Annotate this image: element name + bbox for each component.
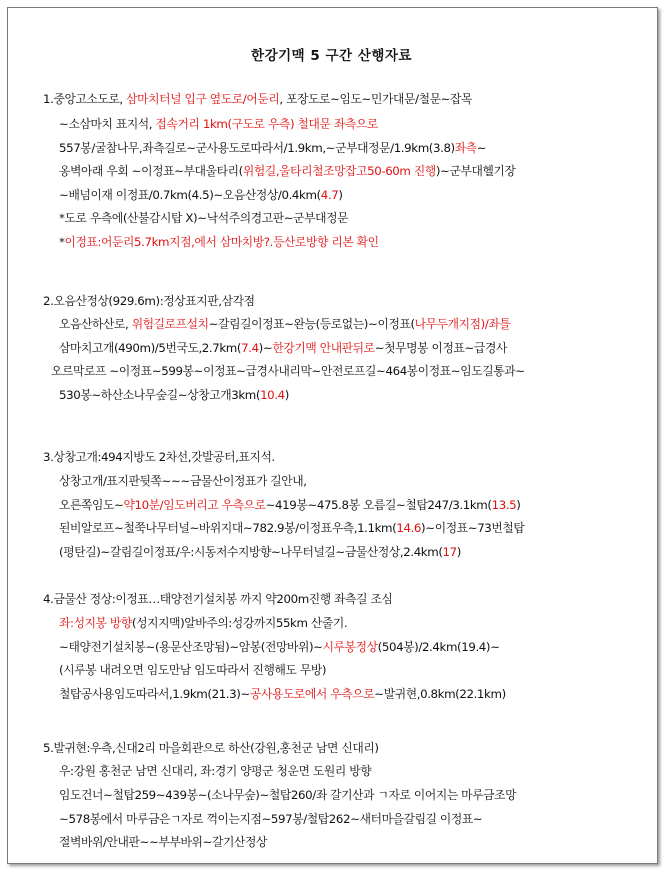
highlight-text: 접속거리 1km(구도로 우측) 철대문 좌측으로: [155, 117, 378, 131]
text-line: [59, 544, 461, 560]
text-line: [59, 811, 482, 827]
text-segment: (504봉)/2.4km(19.4)~: [377, 640, 500, 654]
text-line: [59, 662, 326, 678]
text-segment: ~갈림길이정표~완능(등로없는)~이정표(: [208, 317, 415, 331]
text-segment: ): [456, 545, 461, 559]
highlight-text: 13.5: [491, 498, 517, 512]
highlight-text: 공사용도로에서 우측으로: [249, 687, 375, 701]
highlight-text: 약10분/임도버리고 우측으로: [123, 498, 266, 512]
text-line: [59, 387, 289, 403]
highlight-text: 시루봉정상: [322, 640, 378, 654]
text-line: [59, 187, 343, 203]
text-segment: ~소삼마치 표지석,: [59, 117, 156, 131]
text-line: [59, 834, 267, 850]
text-segment: ~태양전기설치봉~(용문산조망됨)~암봉(전망바위)~: [59, 640, 323, 654]
text-line: [59, 520, 524, 536]
text-segment: ~419봉~475.8봉 오름길~철탑247/3.1km(: [265, 498, 492, 512]
text-line: [59, 210, 348, 226]
text-segment: 오음산하산로,: [59, 317, 132, 331]
text-line: [59, 234, 379, 250]
text-line: [59, 497, 520, 513]
highlight-text: 좌:성지봉 방향: [59, 616, 132, 630]
highlight-text: 나무두개지점)/좌틀: [414, 317, 511, 331]
text-line: [59, 473, 307, 489]
text-line: [59, 140, 486, 156]
highlight-text: 17: [442, 545, 457, 559]
highlight-text: 7.4: [241, 341, 259, 355]
text-line: [59, 639, 500, 655]
text-line: [59, 163, 516, 179]
document: [7, 7, 656, 862]
highlight-text: 위험길,울타리철조망잡고50-60m 진행: [242, 164, 436, 178]
page-title: 한강기맥 5 구간 산행자료: [251, 48, 412, 64]
text-segment: 삼마치고개(490m)/5번국도,2.7km(: [59, 341, 242, 355]
highlight-text: 위험길로프설치: [131, 317, 209, 331]
highlight-text: 한강기맥 안내판뒤로: [272, 341, 375, 355]
text-line: [59, 116, 378, 132]
text-segment: *: [59, 235, 65, 249]
text-line: [43, 591, 392, 607]
text-segment: 절벽바위/안내판~~부부바위~갈기산정상: [59, 835, 267, 849]
highlight-text: 14.6: [396, 521, 422, 535]
highlight-text: 이정표:어둔리5.7km지점,에서 삼마치방?.등산로방향 리본 확인: [64, 235, 379, 249]
text-segment: , 포장도로~임도~민가대문/철문~잡목: [279, 92, 473, 106]
text-segment: 우:강원 홍천군 남면 신대리, 좌:경기 양평군 청운면 도원리 방향: [59, 764, 372, 778]
text-segment: )~: [258, 341, 273, 355]
text-segment: 4.금물산 정상:이정표…태양전기설치봉 까지 약200m진행 좌측길 조심: [43, 592, 393, 606]
text-segment: )~군부대헬기장: [435, 164, 516, 178]
text-segment: ): [338, 188, 343, 202]
text-line: [43, 91, 472, 107]
text-segment: 오른쪽임도~: [59, 498, 124, 512]
text-line: [43, 449, 275, 465]
text-segment: ~: [476, 141, 487, 155]
text-segment: 된비알로프~철쭉나무터널~바위지대~782.9봉/이정표우측,1.1km(: [59, 521, 397, 535]
text-segment: ): [516, 498, 521, 512]
highlight-text: 삼마치터널 입구 옆도로/어둔리: [126, 92, 280, 106]
text-line: [43, 740, 379, 756]
text-line: [59, 763, 371, 779]
text-segment: (시루봉 내려오면 임도만남 임도따라서 진행해도 무방): [59, 663, 327, 677]
text-segment: 530봉~하산소나무숲길~상창고개3km(: [59, 388, 261, 402]
text-segment: 오르막로프 ~이정표~599봉~이정표~급경사내리막~안전로프길~464봉이정표~임도길통과~: [51, 364, 525, 378]
text-segment: 상창고개/표지판뒷쪽~~~금물산이정표가 길안내,: [59, 474, 307, 488]
text-segment: ~배넘이재 이정표/0.7km(4.5)~오음산정상/0.4km(: [59, 188, 321, 202]
text-segment: )~이정표~73번철탑: [421, 521, 525, 535]
highlight-text: 좌측: [454, 141, 477, 155]
text-segment: 임도건너~철탑259~439봉~(소나무숲)~철탑260/좌 갈기산과 ㄱ자로 이어지는 마루금조망: [59, 788, 517, 802]
text-line: [59, 316, 510, 332]
text-segment: 5.발귀현:우측,신대2리 마을회관으로 하산(강원,홍천군 남면 신대리): [43, 741, 379, 755]
text-line: [59, 787, 516, 803]
text-line: [59, 615, 347, 631]
text-line: [43, 293, 255, 309]
text-segment: 철탑공사용임도따라서,1.9km(21.3)~: [59, 687, 250, 701]
text-segment: ~발귀현,0.8km(22.1km): [374, 687, 506, 701]
text-line: [59, 340, 507, 356]
text-line: [51, 363, 525, 379]
text-segment: 557봉/굴참나무,좌측길로~군사용도로따라서/1.9km,~군부대정문/1.9km(3.8): [59, 141, 455, 155]
text-segment: 2.오음산정상(929.6m):정상표지판,삼각점: [43, 294, 255, 308]
highlight-text: 10.4: [260, 388, 285, 402]
text-segment: ): [284, 388, 289, 402]
text-segment: *도로 우측에(산불감시탑 X)~낙석주의경고판~군부대정문: [59, 211, 349, 225]
text-segment: ~578봉에서 마루금은ㄱ자로 꺽이는지점~597봉/철탑262~새터마을갈림길 이정표~: [59, 812, 483, 826]
text-segment: ~첫무명봉 이정표~급경사: [374, 341, 507, 355]
highlight-text: 4.7: [320, 188, 339, 202]
text-segment: (성지지맥)알바주의:성강까지55km 산줄기.: [131, 616, 348, 630]
text-line: [59, 686, 506, 702]
text-segment: 옹벽아래 우회 ~이정표~부대울타리(: [59, 164, 243, 178]
text-segment: 3.상창고개:494지방도 2차선,갓발공터,표지석.: [43, 450, 275, 464]
text-segment: (평탄길)~갈림길이정표/우:시동저수지방향~나무터널길~금물산정상,2.4km(: [59, 545, 443, 559]
text-segment: 1.중앙고소도로,: [43, 92, 127, 106]
